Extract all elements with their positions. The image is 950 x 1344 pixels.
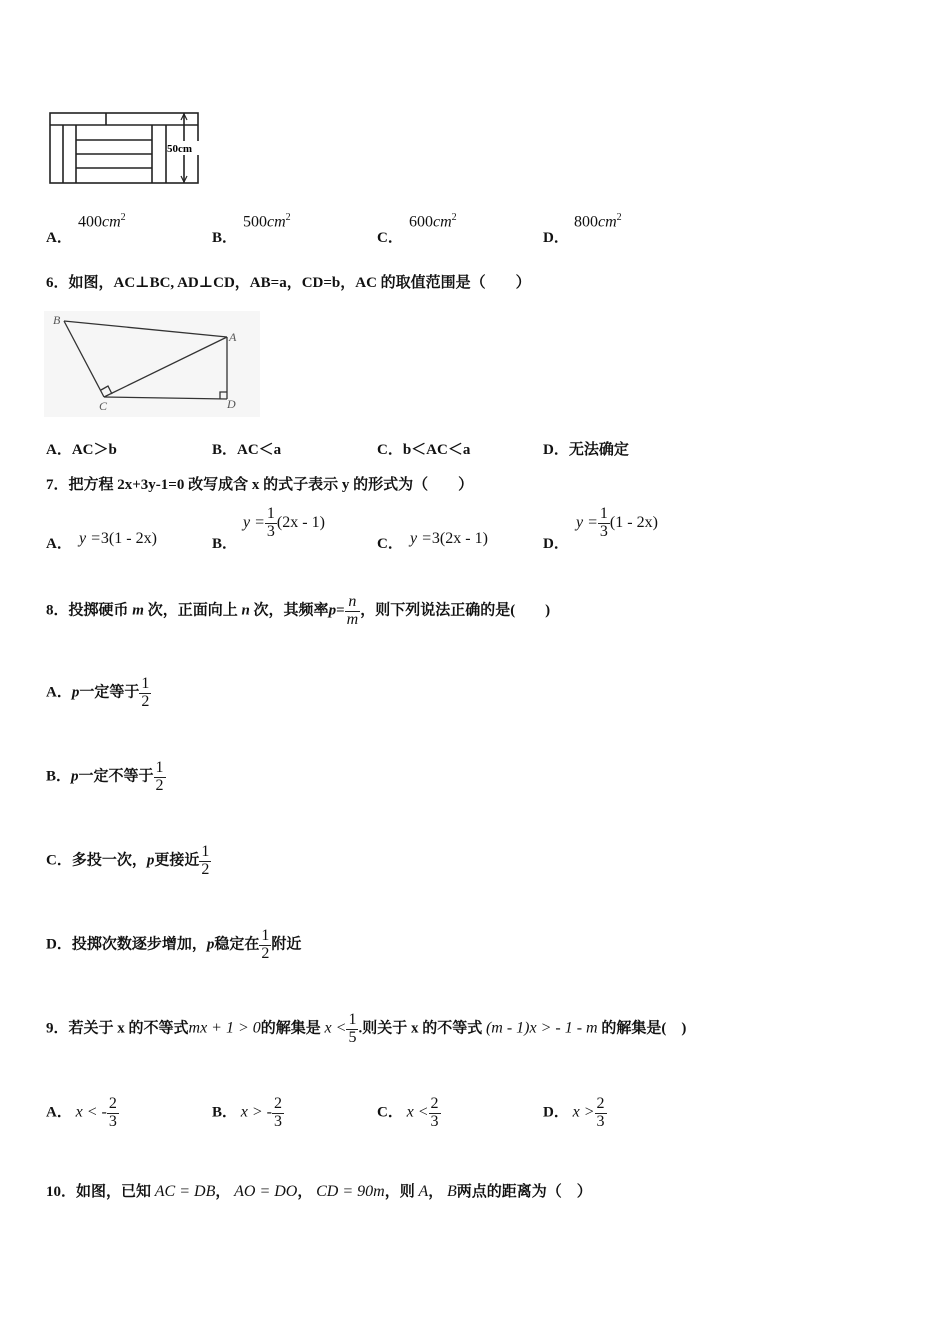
- q6-option-d: D．无法确定: [543, 442, 629, 458]
- q8-stem: 8．投掷硬币 m 次，正面向上 n 次，其频率p= $\frac{n}{m}$ ，则下列说法正确的是( ): [46, 593, 551, 628]
- q9-option-d: D． x > $\frac{2}{3}$: [543, 1095, 605, 1130]
- q7-stem: 7．把方程 2x+3y-1=0 改写成含 x 的式子表示 y 的形式为（ ）: [46, 477, 474, 493]
- q6-point-b: B: [53, 313, 61, 327]
- q6-point-d: D: [227, 397, 236, 411]
- q7-option-d-letter: D．: [543, 536, 569, 552]
- q6-point-a: A: [229, 330, 237, 344]
- q7-option-a-letter: A．: [46, 536, 72, 552]
- q5-option-c: $600cm^2$: [409, 212, 457, 231]
- q7-option-a: y =3(1 - 2x): [79, 530, 157, 547]
- q5-option-a-letter: A．: [46, 230, 72, 246]
- q8-option-c: C．多投一次，p更接近 $\frac{1}{2}$: [46, 843, 210, 878]
- q5-options: [0, 212, 950, 246]
- q5-option-d-letter: D．: [543, 230, 569, 246]
- q7-option-c: y =3(2x - 1): [410, 530, 488, 547]
- q8-option-a: A．p一定等于 $\frac{1}{2}$: [46, 675, 150, 710]
- q6-point-c: C: [99, 399, 108, 413]
- q6-option-c: C．b＜AC＜a: [377, 442, 471, 458]
- q6-option-b: B．AC＜a: [212, 442, 282, 458]
- q8-option-d: D．投掷次数逐步增加，p稳定在 $\frac{1}{2}$ 附近: [46, 927, 302, 962]
- q5-option-d: $800cm^2$: [574, 212, 622, 231]
- q8-option-b: B．p一定不等于 $\frac{1}{2}$: [46, 759, 164, 794]
- q5-option-a: $400cm^2$: [78, 212, 126, 231]
- q5-option-c-letter: C．: [377, 230, 403, 246]
- q10-stem: 10．如图，已知 AC = DB， AO = DO， CD = 90m，则 A， B两点的距离为（ ）: [46, 1183, 592, 1200]
- q7-option-d: y = $\frac{1}{3}$ (1 - 2x): [576, 505, 658, 540]
- q5-frame-figure: [46, 108, 206, 188]
- q6-option-a: A．AC＞b: [46, 442, 117, 458]
- q9-stem: 9．若关于 x 的不等式mx + 1 > 0的解集是 x < $\frac{1}{5}$ .则关于 x 的不等式 (m - 1)x > - 1 - m 的解集是( ): [46, 1011, 687, 1046]
- q5-dimension-label: 50cm: [167, 143, 193, 155]
- q6-figure: [44, 311, 260, 417]
- q5-option-b-letter: B．: [212, 230, 238, 246]
- q7-option-c-letter: C．: [377, 536, 403, 552]
- q5-option-b: $500cm^2$: [243, 212, 291, 231]
- q9-option-b: B． x > - $\frac{2}{3}$: [212, 1095, 282, 1130]
- q9-option-a: A． x < - $\frac{2}{3}$: [46, 1095, 117, 1130]
- q9-option-c: C． x < $\frac{2}{3}$: [377, 1095, 439, 1130]
- q7-option-b: y = $\frac{1}{3}$ (2x - 1): [243, 505, 325, 540]
- q6-stem: 6．如图，AC⊥BC, AD⊥CD，AB=a，CD=b，AC 的取值范围是（ ）: [46, 275, 531, 291]
- q7-option-b-letter: B．: [212, 536, 238, 552]
